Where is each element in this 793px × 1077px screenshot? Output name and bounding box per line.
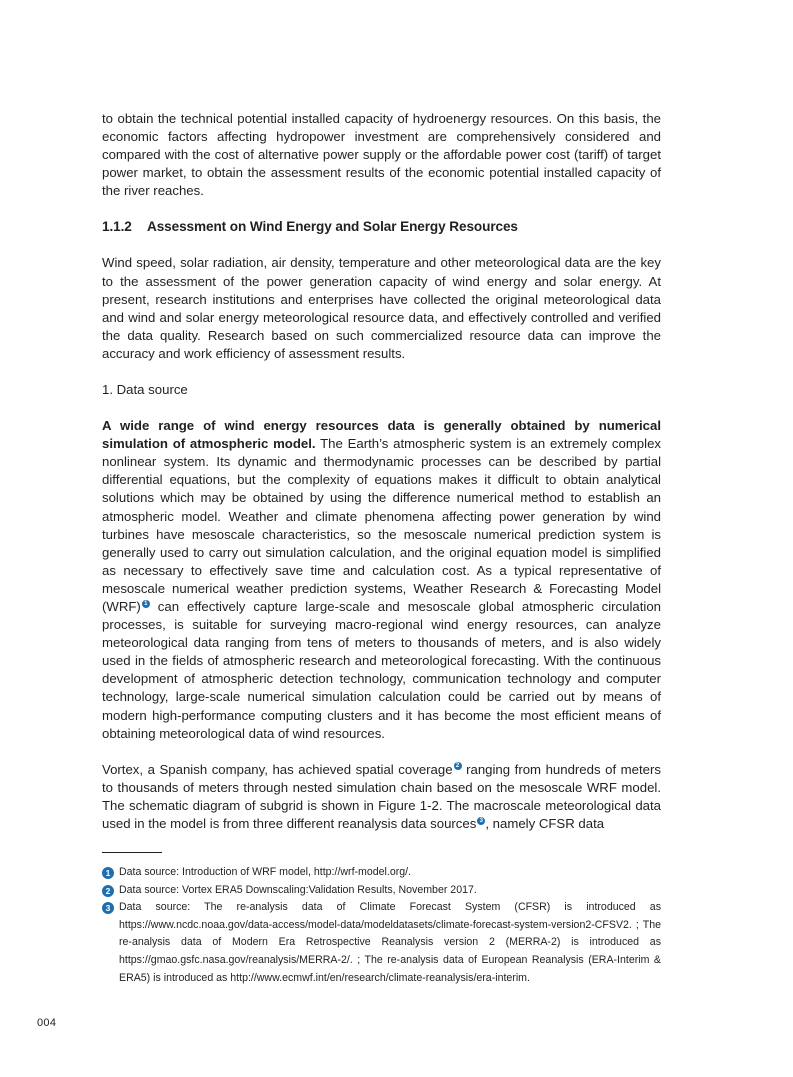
footnote-text: Data source: Introduction of WRF model, http://wrf-model.org/. bbox=[119, 866, 412, 878]
lead-sentence: A wide range of wind energy resources data is generally obtained by numerical simulation of atmospheric model. bbox=[102, 418, 661, 452]
paragraph-text: Vortex, a Spanish company, has achieved spatial coverage bbox=[102, 761, 453, 777]
paragraph-text: can effectively capture large-scale and mesoscale global atmospheric circulation processes, is suitable for surveying macro-regional wind energy resources, can analyze meteorological data ranging from tens of meters to thousands of meters, and is also widely used in the fields of atmospheric research and meteorological forecasting. With the continuous development of atmospheric detection technology, communication technology and computer technology, large-scale numerical simulation calculation could be carried out by means of modern high-performance computing clusters and it has become the most efficient means of obtaining meteorological data of wind resources. bbox=[102, 598, 661, 741]
footnote-number-icon: 1 bbox=[102, 867, 114, 879]
footnote-text: Data source: The re-analysis data of Climate Forecast System (CFSR) is introduced as https://www.ncdc.noaa.gov/data-access/model-data/modeldatasets/climate-forecast-system-version2-CFSV2. ; The re-analysis data of Modern Era Retrospective Reanalysis version 2 (MERRA-2) is introduced as https://gmao.gsfc.nasa.gov/reanalysis/MERRA-2/. ; The re-analysis data of European Reanalysis (ERA-Interim & ERA5) is introduced as http://www.ecmwf.int/en/research/climate-reanalysis/era-interim. bbox=[119, 901, 661, 984]
intro-paragraph: to obtain the technical potential installed capacity of hydroenergy resources. On this basis, the economic factors affecting hydropower investment are comprehensively considered and compared with the cost of alternative power supply or the affordable power cost (tariff) of target power market, to obtain the assessment results of the economic potential installed capacity of the river reaches. bbox=[102, 111, 661, 199]
paragraph-vortex bbox=[102, 761, 661, 833]
footnote-ref-1[interactable]: 1 bbox=[142, 600, 150, 608]
page-number: 004 bbox=[37, 1017, 57, 1029]
paragraph-text: The Earth’s atmospheric system is an extremely complex nonlinear system. Its dynamic and thermodynamic processes can be described by partial differential equations, but the complexity of equations makes it difficult to obtain analytical solutions which may be obtained by using the difference numerical method to establish an atmospheric model. Weather and climate phenomena affecting power generation by wind turbines have mesoscale characteristics, so the mesoscale numerical prediction system is generally used to carry out simulation calculation, and the original equation model is simplified as necessary to effectively save time and calculation cost. As a typical representative of mesoscale numerical weather prediction systems, Weather Research & Forecasting Model (WRF) bbox=[102, 436, 661, 614]
footnote-ref-2[interactable]: 2 bbox=[454, 762, 462, 770]
footnote-divider bbox=[102, 852, 162, 853]
section-title: Assessment on Wind Energy and Solar Energy Resources bbox=[147, 219, 518, 235]
footnote-ref-3[interactable]: 3 bbox=[477, 817, 485, 825]
paragraph-text: , namely CFSR data bbox=[485, 816, 605, 831]
footnote-2 bbox=[102, 882, 661, 900]
section-heading bbox=[102, 218, 661, 236]
section-number: 1.1.2 bbox=[102, 219, 132, 235]
footnote-number-icon: 2 bbox=[102, 885, 114, 897]
footnote-text: Data source: Vortex ERA5 Downscaling:Validation Results, November 2017. bbox=[119, 883, 477, 896]
footnotes bbox=[102, 864, 661, 987]
paragraph-numerical-simulation bbox=[102, 417, 661, 743]
subheading-data-source: 1. Data source bbox=[102, 382, 188, 398]
paragraph-meteorological-data: Wind speed, solar radiation, air density, temperature and other meteorological data are the key to the assessment of the power generation capacity of wind energy and solar energy. At present, research institutions and enterprises have collected the original meteorological data and wind and solar energy meteorological resource data, and effectively controlled and verified the data quality. Research based on such commercialized resource data can improve the accuracy and work efficiency of assessment results. bbox=[102, 255, 661, 361]
paragraph-text: ranging from hundreds of meters to thousands of meters through nested simulation chain based on the mesoscale WRF model. The schematic diagram of subgrid is shown in Figure 1-2. The macroscale meteorological data used in the model is from three different reanalysis data sources bbox=[102, 761, 661, 831]
footnote-1 bbox=[102, 864, 661, 882]
footnote-3 bbox=[102, 899, 661, 987]
page-body bbox=[102, 110, 661, 833]
footnote-number-icon: 3 bbox=[102, 902, 114, 914]
